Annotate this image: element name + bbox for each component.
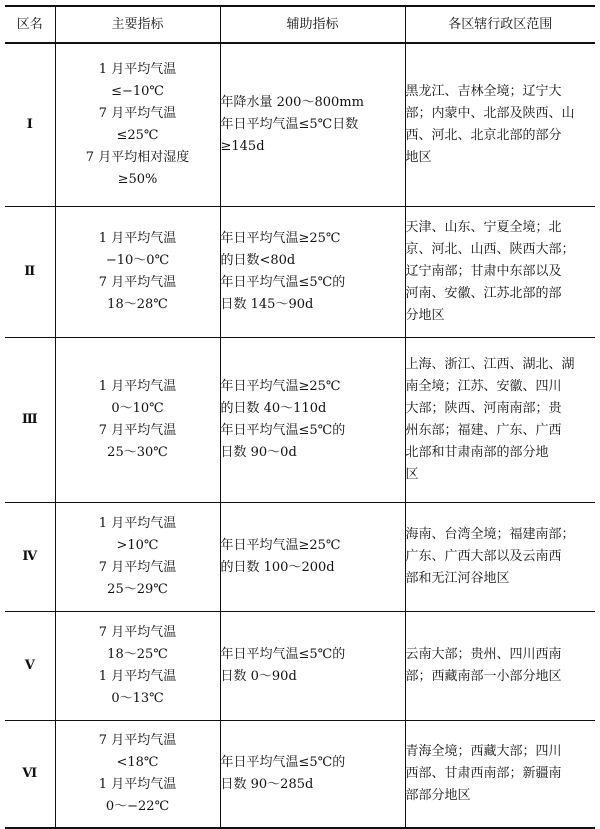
main-indicator-line: 7 月平均气温 [98,560,177,575]
zone-id: Ⅳ [5,503,55,612]
region-line: 部；西藏南部一小部分地区 [405,669,562,684]
main-indicator-line: 18～25℃ [107,647,168,662]
main-indicator-line: 1 月平均气温 [98,379,177,394]
main-indicator-line: 25～29℃ [107,582,168,597]
main-indicators [55,43,220,207]
aux-indicator-line: 年日平均气温≤5℃的 [220,423,346,438]
zone-id: Ⅱ [5,207,55,338]
main-indicator-line: ≤25℃ [116,128,159,143]
main-indicator-line: 1 月平均气温 [98,669,177,684]
main-indicators [55,721,220,829]
aux-indicators [220,612,405,721]
climate-zone-table [5,5,595,829]
aux-indicator-line: 年日平均气温≥25℃ [220,231,341,246]
main-indicator-line: 25～30℃ [107,445,168,460]
aux-indicator-line: 的日数 100～200d [220,560,335,575]
aux-indicator-line: 日数 145～90d [220,297,314,312]
region-line: 地区 [405,150,432,165]
region-line: 黑龙江、吉林全境；辽宁大 [405,84,562,99]
region-line: 云南大部；贵州、四川西南 [405,647,562,662]
aux-indicator-line: 的日数<80d [220,253,296,268]
aux-indicators [220,721,405,829]
aux-indicators [220,43,405,207]
region-line: 部和无江河谷地区 [405,571,510,586]
main-indicator-line: 1 月平均气温 [98,777,177,792]
main-indicator-line: ≥50% [117,172,158,187]
main-indicator-line: 1 月平均气温 [98,516,177,531]
main-indicators [55,338,220,503]
region-scope [405,207,595,338]
main-indicators [55,503,220,612]
main-indicator-line: 1 月平均气温 [98,231,177,246]
aux-indicator-line: 年日平均气温≤5℃的 [220,647,346,662]
region-line: 海南、台湾全境；福建南部； [405,527,575,542]
region-scope [405,612,595,721]
aux-indicator-line: 日数 90～0d [220,445,297,460]
main-indicators [55,207,220,338]
region-line: 天津、山东、宁夏全境；北 [405,220,562,235]
aux-indicators [220,503,405,612]
region-line: 部部分地区 [405,788,471,803]
region-scope [405,338,595,503]
region-line: 京、河北、山西、陕西大部； [405,242,575,257]
region-line: 辽宁南部；甘肃中东部以及 [405,264,562,279]
table-row [5,503,595,612]
region-line: 北部和甘肃南部的部分地 [405,445,549,460]
aux-indicator-line: 年日平均气温≤5℃日数 [220,117,359,132]
main-indicator-line: 1 月平均气温 [98,62,177,77]
aux-indicator-line: 年日平均气温≥25℃ [220,379,341,394]
region-line: 南全境；江苏、安徽、四川 [405,379,562,394]
region-line: 广东、广西大部以及云南西 [405,549,562,564]
region-line: 州东部；福建、广东、广西 [405,423,562,438]
aux-indicator-line: 年日平均气温≥25℃ [220,538,341,553]
header-aux-indicators: 辅助指标 [220,6,405,43]
region-line: 河南、安徽、江苏北部的部 [405,286,562,301]
header-row [5,6,595,43]
aux-indicator-line: 日数 90～285d [220,777,314,792]
aux-indicator-line: 年日平均气温≤5℃的 [220,755,346,770]
main-indicator-line: 0～13℃ [111,691,164,706]
zone-id: Ⅰ [5,43,55,207]
region-line: 西、河北、北京北部的部分 [405,128,562,143]
main-indicator-line: 18～28℃ [107,297,168,312]
region-line: 区 [405,467,419,482]
aux-indicator-line: 日数 0～90d [220,669,297,684]
region-line: 上海、浙江、江西、湖北、湖 [405,357,575,372]
table-row [5,338,595,503]
aux-indicator-line: 年日平均气温≤5℃的 [220,275,346,290]
main-indicators [55,612,220,721]
zone-id: Ⅲ [5,338,55,503]
aux-indicator-line: 年降水量 200～800mm [220,95,364,110]
main-indicator-line: >10℃ [116,538,159,553]
main-indicator-line: ≤−10℃ [111,84,164,99]
table-row [5,207,595,338]
region-line: 青海全境；西藏大部；四川 [405,744,562,759]
region-line: 大部；陕西、河南南部；贵 [405,401,562,416]
region-line: 部；内蒙中、北部及陕西、山 [405,106,575,121]
main-indicator-line: 7 月平均气温 [98,423,177,438]
main-indicator-line: 7 月平均相对湿度 [85,150,190,165]
main-indicator-line: 0～10℃ [111,401,164,416]
main-indicator-line: <18℃ [116,755,159,770]
zone-id: Ⅴ [5,612,55,721]
climate-zone-table-page [5,5,595,822]
main-indicator-line: 7 月平均气温 [98,275,177,290]
region-line: 西部、甘肃西南部；新疆南 [405,766,562,781]
main-indicator-line: 7 月平均气温 [98,733,177,748]
region-scope [405,43,595,207]
header-zone: 区名 [5,6,55,43]
region-scope [405,721,595,829]
main-indicator-line: 7 月平均气温 [98,106,177,121]
table-row [5,721,595,829]
aux-indicators [220,338,405,503]
region-line: 分地区 [405,308,445,323]
aux-indicator-line: ≥145d [220,139,265,154]
region-scope [405,503,595,612]
main-indicator-line: 7 月平均气温 [98,625,177,640]
header-region-scope: 各区辖行政区范围 [405,6,595,43]
table-row [5,612,595,721]
header-main-indicators: 主要指标 [55,6,220,43]
zone-id: Ⅵ [5,721,55,829]
aux-indicators [220,207,405,338]
aux-indicator-line: 的日数 40～110d [220,401,327,416]
main-indicator-line: −10～0℃ [105,253,170,268]
main-indicator-line: 0～−22℃ [105,799,170,814]
table-row [5,43,595,207]
